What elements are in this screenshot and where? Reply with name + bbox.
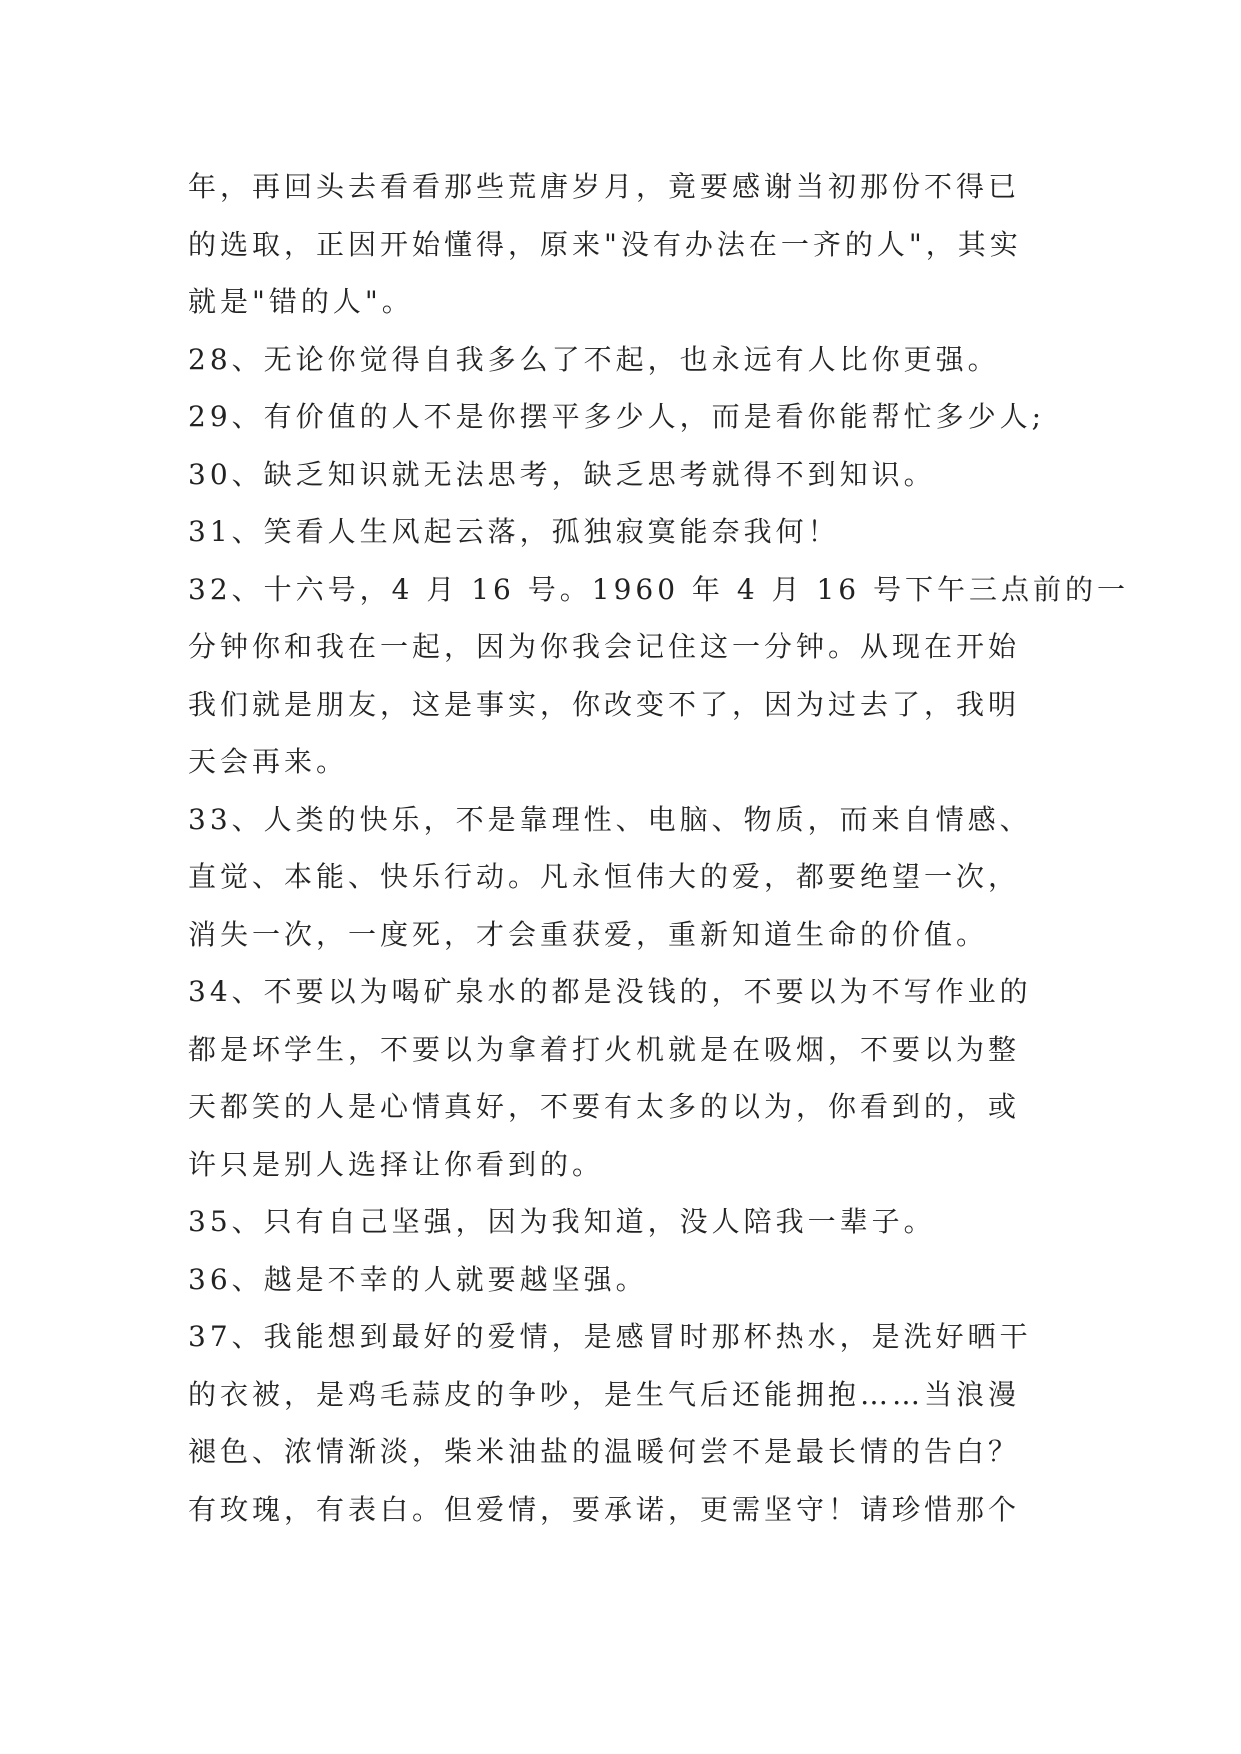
text-line: 我们就是朋友，这是事实，你改变不了，因为过去了，我明: [188, 687, 1021, 721]
text-line: 消失一次，一度死，才会重获爱，重新知道生命的价值。: [188, 917, 989, 951]
document-body: [188, 158, 1129, 1538]
text-line: 有玫瑰，有表白。但爱情，要承诺，更需坚守！请珍惜那个: [188, 1492, 1021, 1526]
text-line: 35、只有自己坚强，因为我知道，没人陪我一辈子。: [188, 1205, 936, 1238]
text-line: 天会再来。: [188, 745, 349, 778]
text-line: 都是坏学生，不要以为拿着打火机就是在吸烟，不要以为整: [188, 1032, 1021, 1066]
text-line: 36、越是不幸的人就要越坚强。: [188, 1262, 648, 1296]
text-line: 29、有价值的人不是你摆平多少人，而是看你能帮忙多少人;: [188, 400, 1046, 433]
text-line: 34、不要以为喝矿泉水的都是没钱的，不要以为不写作业的: [188, 975, 1032, 1008]
text-line: 33、人类的快乐，不是靠理性、电脑、物质，而来自情感、: [188, 802, 1032, 836]
text-line: 年，再回头去看看那些荒唐岁月，竟要感谢当初那份不得已: [188, 170, 1021, 203]
text-line: 的选取，正因开始懂得，原来"没有办法在一齐的人"，其实: [188, 227, 1022, 261]
text-line: 30、缺乏知识就无法思考，缺乏思考就得不到知识。: [188, 457, 936, 491]
text-line: 32、十六号，4 月 16 号。1960 年 4 月 16 号下午三点前的一: [188, 572, 1129, 606]
text-line: 天都笑的人是心情真好，不要有太多的以为，你看到的，或: [188, 1090, 1021, 1123]
text-line: 就是"错的人"。: [188, 285, 414, 318]
text-line: 37、我能想到最好的爱情，是感冒时那杯热水，是洗好晒干: [188, 1320, 1032, 1353]
text-line: 31、笑看人生风起云落，孤独寂寞能奈我何！: [188, 515, 840, 548]
text-line: 28、无论你觉得自我多么了不起，也永远有人比你更强。: [188, 342, 1000, 376]
text-line: 许只是别人选择让你看到的。: [188, 1147, 605, 1181]
text-line: 褪色、浓情渐淡，柴米油盐的温暖何尝不是最长情的告白？: [188, 1435, 1021, 1468]
text-line: 分钟你和我在一起，因为你我会记住这一分钟。从现在开始: [188, 630, 1021, 663]
text-line: 直觉、本能、快乐行动。凡永恒伟大的爱，都要绝望一次，: [188, 860, 1021, 893]
text-line: 的衣被，是鸡毛蒜皮的争吵，是生气后还能拥抱……当浪漫: [188, 1377, 1021, 1411]
